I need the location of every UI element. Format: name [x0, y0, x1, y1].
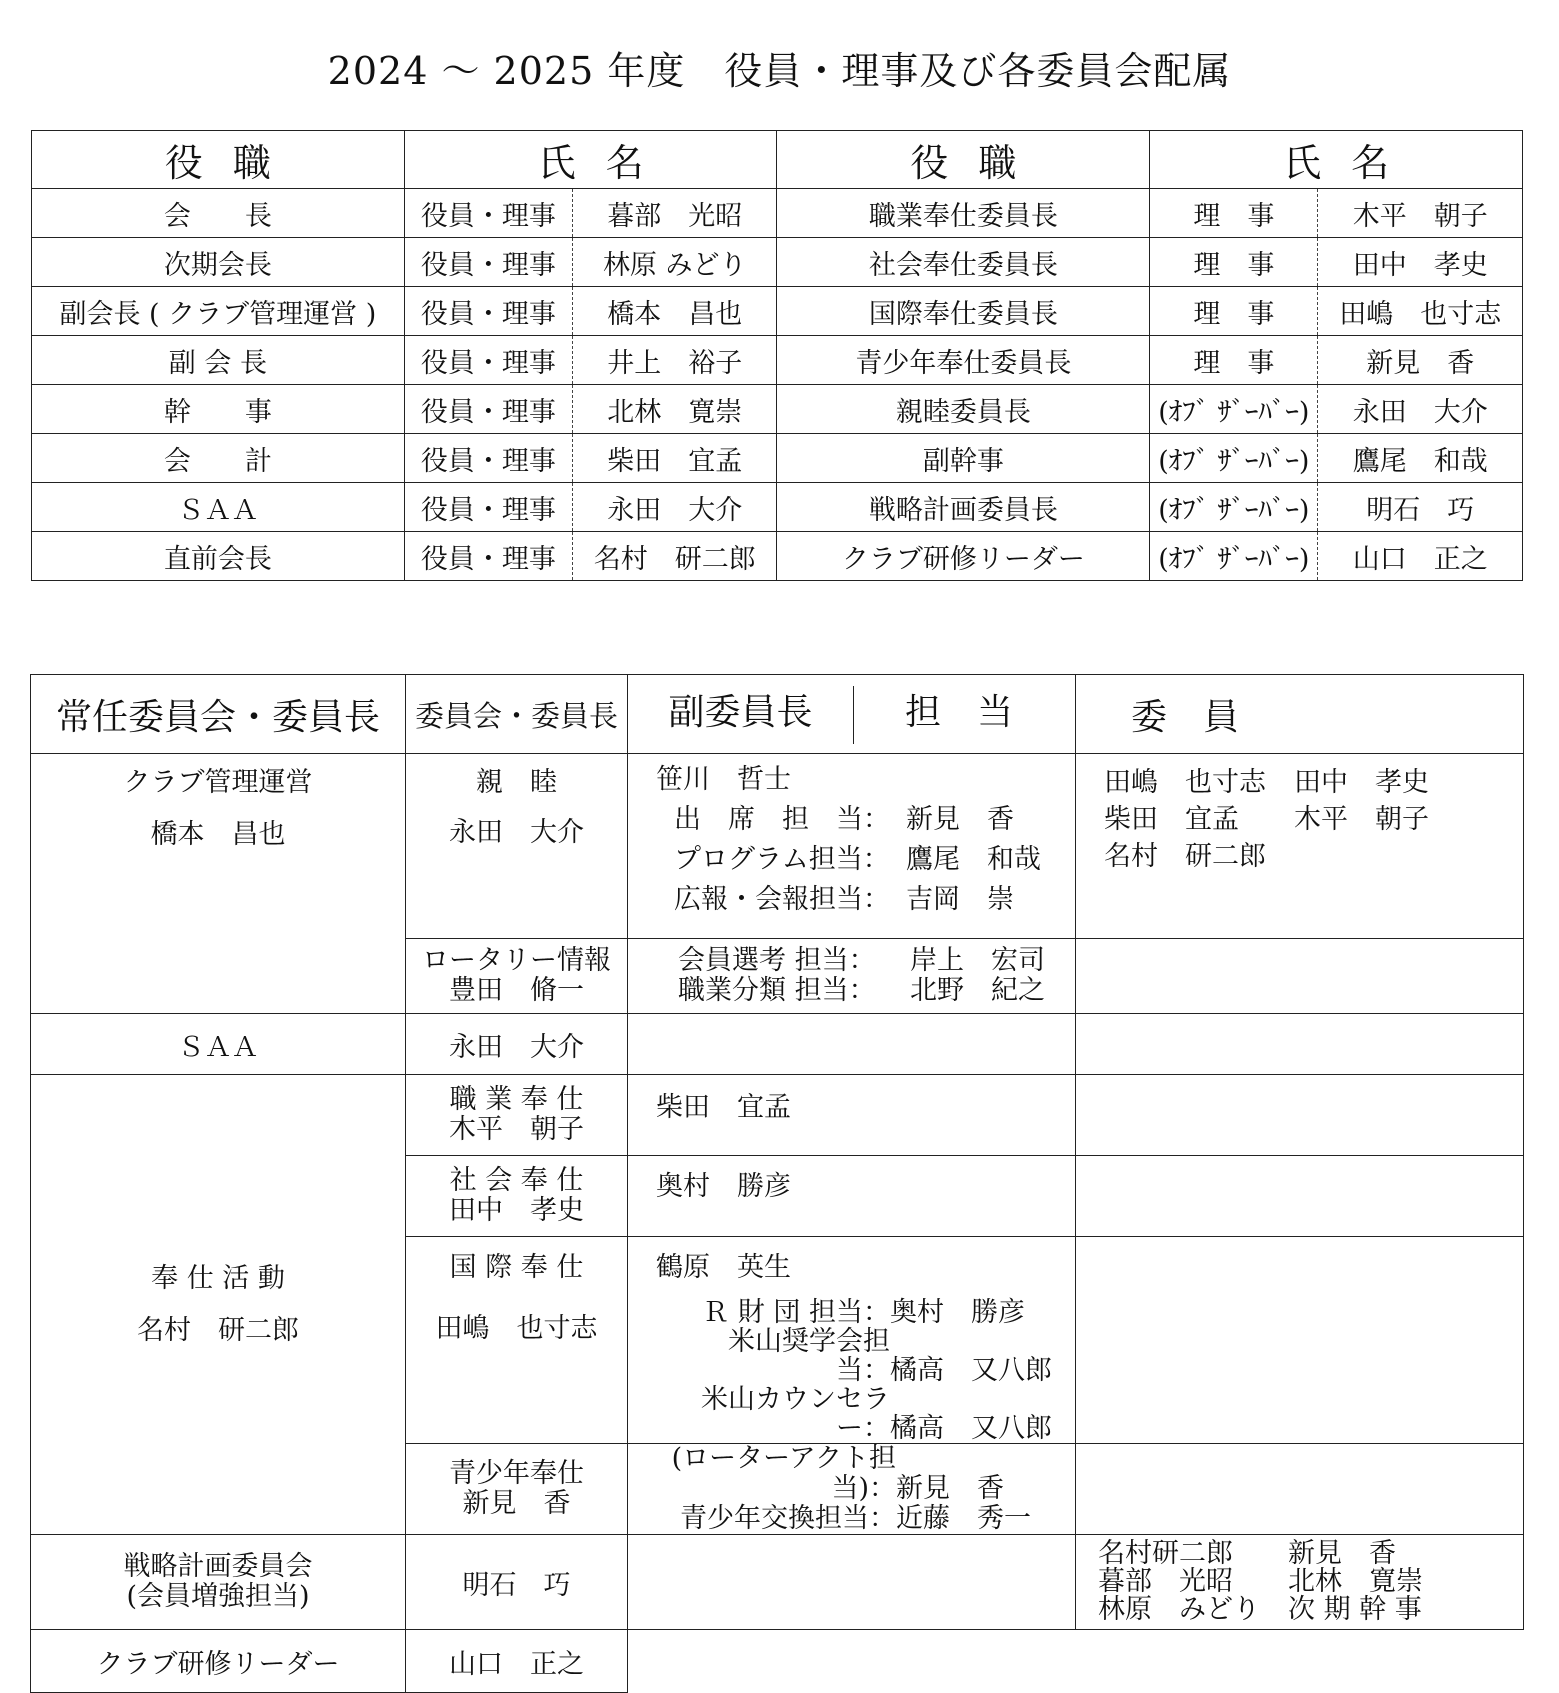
empty-cell: [1076, 1014, 1524, 1075]
category-cell: (ｵﾌﾞ ｻﾞｰﾊﾞｰ): [1150, 532, 1318, 581]
role-cell: 副幹事: [777, 434, 1150, 483]
category-cell: 理 事: [1150, 336, 1318, 385]
training-chair: 山口 正之: [406, 1630, 628, 1693]
saa-title: ＳＡＡ: [31, 1014, 406, 1075]
page-title: 2024 ～ 2025 年度 役員・理事及び各委員会配属: [327, 49, 1232, 93]
charge-label: 米山奨学会担当：: [728, 1326, 890, 1386]
header-role: 役職: [32, 131, 405, 189]
charge-label: 会員選考 担当：: [678, 945, 876, 976]
international-vice-cell: [628, 1237, 1076, 1444]
name-cell: 井上 裕子: [573, 336, 777, 385]
rotary-info-charges: [628, 939, 1076, 1014]
charge-person: 新見 香: [896, 1473, 1004, 1504]
rotary-info-chair: 豊田 脩一: [449, 975, 584, 1006]
empty-cell: [1076, 1630, 1524, 1693]
empty-cell: [1076, 1237, 1524, 1444]
category-cell: 役員・理事: [404, 336, 572, 385]
category-cell: (ｵﾌﾞ ｻﾞｰﾊﾞｰ): [1150, 385, 1318, 434]
role-cell: 副 会 長: [32, 336, 405, 385]
role-cell: 戦略計画委員長: [777, 483, 1150, 532]
role-cell: クラブ研修リーダー: [777, 532, 1150, 581]
charge-label: 広報・会報担当：: [674, 884, 890, 915]
member-name: 柴田 宜孟: [1104, 804, 1239, 835]
shinboku-cell: [406, 754, 628, 939]
category-cell: 理 事: [1150, 189, 1318, 238]
table-row: [32, 189, 1523, 238]
name-cell: 橋本 昌也: [573, 287, 777, 336]
name-cell: 新見 香: [1318, 336, 1523, 385]
member-name: 名村研二郎: [1098, 1538, 1233, 1569]
header-vice: 副委員長: [668, 692, 813, 733]
international-cell: [406, 1237, 628, 1444]
youth-cell: [406, 1444, 628, 1535]
charge-person: 橘高 又八郎: [890, 1413, 1052, 1444]
role-cell: 青少年奉仕委員長: [777, 336, 1150, 385]
charge-row: [656, 1327, 1075, 1385]
member-name: 田中 孝史: [1294, 767, 1429, 798]
category-cell: 役員・理事: [404, 434, 572, 483]
role-cell: 会 計: [32, 434, 405, 483]
empty-cell: [1076, 1156, 1524, 1237]
member-name: 新見 香: [1288, 1538, 1396, 1569]
table-row: [32, 336, 1523, 385]
charge-row: [656, 880, 1075, 920]
community-cell: [406, 1156, 628, 1237]
name-cell: 鷹尾 和哉: [1318, 434, 1523, 483]
table-row: [32, 483, 1523, 532]
charge-row: [628, 1444, 1075, 1504]
vocational-vice: 柴田 宜孟: [628, 1075, 1076, 1156]
table-row: [32, 532, 1523, 581]
youth-charges: [628, 1444, 1076, 1535]
name-cell: 木平 朝子: [1318, 189, 1523, 238]
table-row: [32, 238, 1523, 287]
role-cell: 次期会長: [32, 238, 405, 287]
name-cell: 暮部 光昭: [573, 189, 777, 238]
charge-label: 青少年交換担当：: [680, 1503, 896, 1534]
empty-cell: [1076, 1075, 1524, 1156]
charge-person: 吉岡 崇: [906, 884, 1014, 915]
service-chair: 名村 研二郎: [137, 1314, 299, 1346]
name-cell: 永田 大介: [1318, 385, 1523, 434]
category-cell: 役員・理事: [404, 532, 572, 581]
training-title: クラブ研修リーダー: [31, 1630, 406, 1693]
international-chair: 田嶋 也寸志: [435, 1313, 598, 1344]
charge-person: 近藤 秀一: [896, 1503, 1031, 1534]
vocational-chair: 木平 朝子: [449, 1114, 584, 1145]
youth-name: 青少年奉仕: [449, 1458, 584, 1489]
charge-person: 鷹尾 和哉: [906, 844, 1041, 875]
officers-table: [31, 130, 1523, 581]
header-charge: 担 当: [904, 692, 1013, 733]
role-cell: 職業奉仕委員長: [777, 189, 1150, 238]
name-cell: 山口 正之: [1318, 532, 1523, 581]
name-cell: 柴田 宜孟: [573, 434, 777, 483]
name-cell: 田嶋 也寸志: [1318, 287, 1523, 336]
member-name: 木平 朝子: [1294, 804, 1429, 835]
shinboku-chair: 永田 大介: [449, 817, 584, 848]
role-cell: 副会長 ( クラブ管理運営 ): [32, 287, 405, 336]
charge-row: [656, 1385, 1075, 1443]
category-cell: 理 事: [1150, 287, 1318, 336]
member-name: 林原 みどり: [1098, 1594, 1260, 1625]
table-row: [32, 385, 1523, 434]
category-cell: (ｵﾌﾞ ｻﾞｰﾊﾞｰ): [1150, 434, 1318, 483]
strategic-subtitle: (会員増強担当): [126, 1581, 310, 1612]
youth-chair: 新見 香: [462, 1488, 571, 1519]
service-title: 奉 仕 活 動: [151, 1262, 285, 1294]
category-cell: 役員・理事: [404, 385, 572, 434]
member-name: 名村 研二郎: [1104, 841, 1266, 872]
empty-cell: [1076, 939, 1524, 1014]
strategic-members-cell: [1076, 1535, 1524, 1630]
community-vice: 奥村 勝彦: [628, 1156, 1076, 1237]
category-cell: 役員・理事: [404, 483, 572, 532]
header-committee: 委員会・委員長: [406, 675, 628, 754]
rotary-info-cell: [406, 939, 628, 1014]
international-vice: 鶴原 英生: [656, 1252, 791, 1283]
charge-person: 新見 香: [906, 804, 1014, 835]
role-cell: 直前会長: [32, 532, 405, 581]
rotary-info-name: ロータリー情報: [422, 945, 611, 976]
empty-cell: [628, 1630, 1076, 1693]
table-row: [32, 434, 1523, 483]
charge-row: [628, 1504, 1075, 1534]
category-cell: 役員・理事: [404, 238, 572, 287]
role-cell: 国際奉仕委員長: [777, 287, 1150, 336]
community-chair: 田中 孝史: [449, 1195, 584, 1226]
club-admin-title: クラブ管理運営: [123, 767, 313, 798]
category-cell: 役員・理事: [404, 287, 572, 336]
charge-label: (ローターアクト担当)：: [671, 1443, 896, 1504]
empty-cell: [628, 1535, 1076, 1630]
shinboku-name: 親 睦: [476, 767, 557, 798]
role-cell: 会 長: [32, 189, 405, 238]
role-cell: 幹 事: [32, 385, 405, 434]
charge-label: 出 席 担 当：: [674, 804, 890, 835]
club-admin-cell: [31, 754, 406, 1014]
saa-chair: 永田 大介: [406, 1014, 628, 1075]
charge-row: [678, 946, 1075, 976]
header-standing: 常任委員会・委員長: [31, 675, 406, 754]
category-cell: 理 事: [1150, 238, 1318, 287]
header-name-2: 氏名: [1150, 131, 1523, 189]
community-name: 社 会 奉 仕: [449, 1165, 584, 1196]
shinboku-vice: 笹川 哲士: [656, 764, 791, 795]
member-name: 田嶋 也寸志: [1104, 767, 1266, 798]
charge-row: [678, 976, 1075, 1006]
category-cell: 役員・理事: [404, 189, 572, 238]
service-cell: [31, 1075, 406, 1535]
header-role-2: 役職: [777, 131, 1150, 189]
strategic-chair: 明石 巧: [406, 1535, 628, 1630]
shinboku-members-cell: [1076, 754, 1524, 939]
vocational-name: 職 業 奉 仕: [449, 1084, 584, 1115]
charge-person: 北野 紀之: [910, 975, 1045, 1006]
name-cell: 明石 巧: [1318, 483, 1523, 532]
header-members: 委 員: [1076, 675, 1524, 754]
member-name: 次 期 幹 事: [1288, 1594, 1422, 1625]
vocational-cell: [406, 1075, 628, 1156]
charge-label: 米山カウンセラー：: [701, 1384, 890, 1444]
charge-person: 岸上 宏司: [910, 945, 1045, 976]
name-cell: 名村 研二郎: [573, 532, 777, 581]
charge-label: 職業分類 担当：: [678, 975, 876, 1006]
header-name: 氏名: [404, 131, 777, 189]
shinboku-vice-cell: [628, 754, 1076, 939]
strategic-cell: [31, 1535, 406, 1630]
name-cell: 田中 孝史: [1318, 238, 1523, 287]
club-admin-chair: 橋本 昌也: [150, 819, 286, 850]
member-name: 北林 寛崇: [1288, 1566, 1423, 1597]
name-cell: 北林 寛崇: [573, 385, 777, 434]
committee-table: [30, 674, 1524, 1693]
member-name: 暮部 光昭: [1098, 1566, 1233, 1597]
charge-row: [656, 840, 1075, 880]
charge-row: [656, 1298, 1075, 1327]
charge-person: 奥村 勝彦: [890, 1297, 1025, 1328]
charge-person: 橘高 又八郎: [890, 1355, 1052, 1386]
category-cell: (ｵﾌﾞ ｻﾞｰﾊﾞｰ): [1150, 483, 1318, 532]
charge-label: Ｒ 財 団 担当：: [702, 1297, 890, 1328]
name-cell: 永田 大介: [573, 483, 777, 532]
international-name: 国 際 奉 仕: [449, 1252, 584, 1283]
charge-label: プログラム担当：: [674, 844, 890, 875]
empty-cell: [1076, 1444, 1524, 1535]
role-cell: ＳＡＡ: [32, 483, 405, 532]
name-cell: 林原 みどり: [573, 238, 777, 287]
role-cell: 親睦委員長: [777, 385, 1150, 434]
empty-cell: [628, 1014, 1076, 1075]
role-cell: 社会奉仕委員長: [777, 238, 1150, 287]
table-row: [32, 287, 1523, 336]
strategic-title: 戦略計画委員会: [123, 1551, 313, 1582]
charge-row: [656, 800, 1075, 840]
international-charges: [656, 1298, 1075, 1443]
